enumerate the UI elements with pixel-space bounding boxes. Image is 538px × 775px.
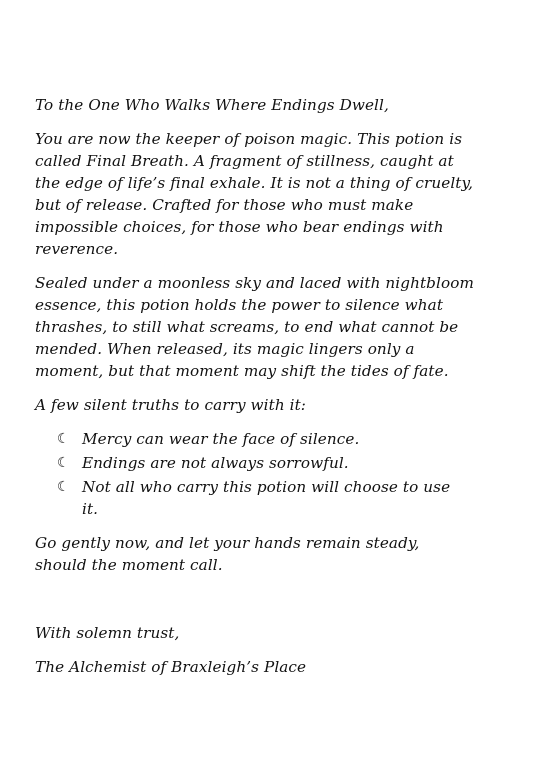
crescent-moon-icon: ☾ <box>57 479 70 495</box>
truth-text: Not all who carry this potion will choose to use it. <box>82 478 451 518</box>
salutation: To the One Who Walks Where Endings Dwell, <box>35 96 389 114</box>
crescent-moon-icon: ☾ <box>57 431 70 447</box>
paragraph-potion-description: Sealed under a moonless sky and laced with nightbloom essence, this potion holds the power to silence what thrashes, to still what screams, to end what cannot be mended. When released, its magic lingers only a moment, but that moment may shift the tides of fate. <box>35 274 474 380</box>
truths-list <box>35 428 475 520</box>
list-item <box>35 452 452 474</box>
crescent-moon-icon: ☾ <box>57 455 70 471</box>
closing-paragraph: Go gently now, and let your hands remain steady, should the moment call. <box>35 534 420 574</box>
truth-text: Endings are not always sorrowful. <box>82 454 349 472</box>
list-item <box>35 476 452 520</box>
signoff: With solemn trust, <box>35 624 180 642</box>
signature: The Alchemist of Braxleigh’s Place <box>35 658 307 676</box>
list-item <box>35 428 452 450</box>
letter-body <box>35 94 475 678</box>
paragraph-intro: You are now the keeper of poison magic. This potion is called Final Breath. A fragment of stillness, caught at the edge of life’s final exhale. It is not a thing of cruelty, but of release. Crafted for those who must make impossible choices, for those who bear endings with reverence. <box>35 130 474 258</box>
truth-text: Mercy can wear the face of silence. <box>82 430 360 448</box>
truths-intro: A few silent truths to carry with it: <box>35 396 307 414</box>
